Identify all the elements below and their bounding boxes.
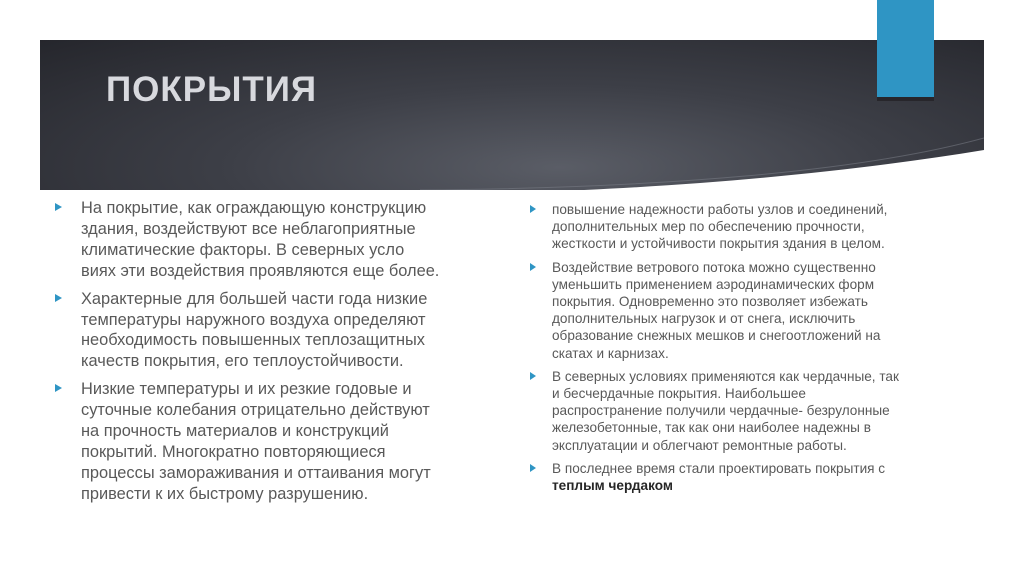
- right-text-column: [530, 201, 980, 500]
- bullet-item: [55, 379, 500, 504]
- bullet-text: В северных условиях применяются как чердачные, так и бесчердачные покрытия. Наибольшее распространение получили чердачные- безрулонные железобетонные, так как они наиболее надежны в эксплуатации и облегчают ремонтные работы.: [552, 368, 899, 453]
- bullet-item: [530, 259, 980, 362]
- bullet-text: Низкие температуры и их резкие годовые и суточные колебания отрицательно действуют на прочность материалов и конструкций покрытий. Многократно повторяющиеся процессы замораживания и оттаивания могут привести к их быстрому разрушению.: [81, 380, 431, 503]
- bullet-item: [530, 368, 980, 454]
- banner-swoosh-decoration: [40, 40, 984, 190]
- bullet-text: [552, 461, 885, 493]
- triangle-bullet-icon: [530, 372, 536, 380]
- triangle-bullet-icon: [55, 384, 62, 392]
- accent-bookmark: [877, 0, 934, 97]
- bullet-item: [55, 289, 500, 373]
- bullet-item: [55, 198, 500, 282]
- bullet-text-bold: теплым чердаком: [552, 478, 673, 494]
- bullet-text: Характерные для большей части года низкие температуры наружного воздуха определяют необходимость повышенных теплозащитных качеств покрытия, его теплоустойчивости.: [81, 289, 428, 371]
- triangle-bullet-icon: [530, 205, 536, 213]
- triangle-bullet-icon: [530, 464, 536, 472]
- accent-bookmark-shadow: [877, 97, 934, 101]
- triangle-bullet-icon: [530, 263, 536, 271]
- title-banner: [40, 40, 984, 190]
- bullet-text-plain: В последнее время стали проектировать покрытия с: [552, 460, 886, 476]
- bullet-item: [530, 201, 980, 253]
- bullet-text: повышение надежности работы узлов и соединений, дополнительных мер по обеспечению прочности, жесткости и устойчивости покрытия здания в целом.: [552, 202, 888, 252]
- bullet-text: Воздействие ветрового потока можно существенно уменьшить применением аэродинамических форм покрытия. Одновременно это позволяет избежать дополнительных нагрузок и от снега, исключить образование снежных мешков и снегоотложений на скатах и карнизах.: [552, 259, 881, 361]
- triangle-bullet-icon: [55, 203, 62, 211]
- bullet-text: На покрытие, как ограждающую конструкцию здания, воздействуют все неблагоприятные климатические факторы. В северных усло виях эти воздействия проявляются еще более.: [81, 199, 440, 280]
- slide-title: ПОКРЫТИЯ: [106, 70, 318, 109]
- left-text-column: [55, 198, 500, 512]
- triangle-bullet-icon: [55, 294, 62, 302]
- bullet-item: [530, 460, 980, 494]
